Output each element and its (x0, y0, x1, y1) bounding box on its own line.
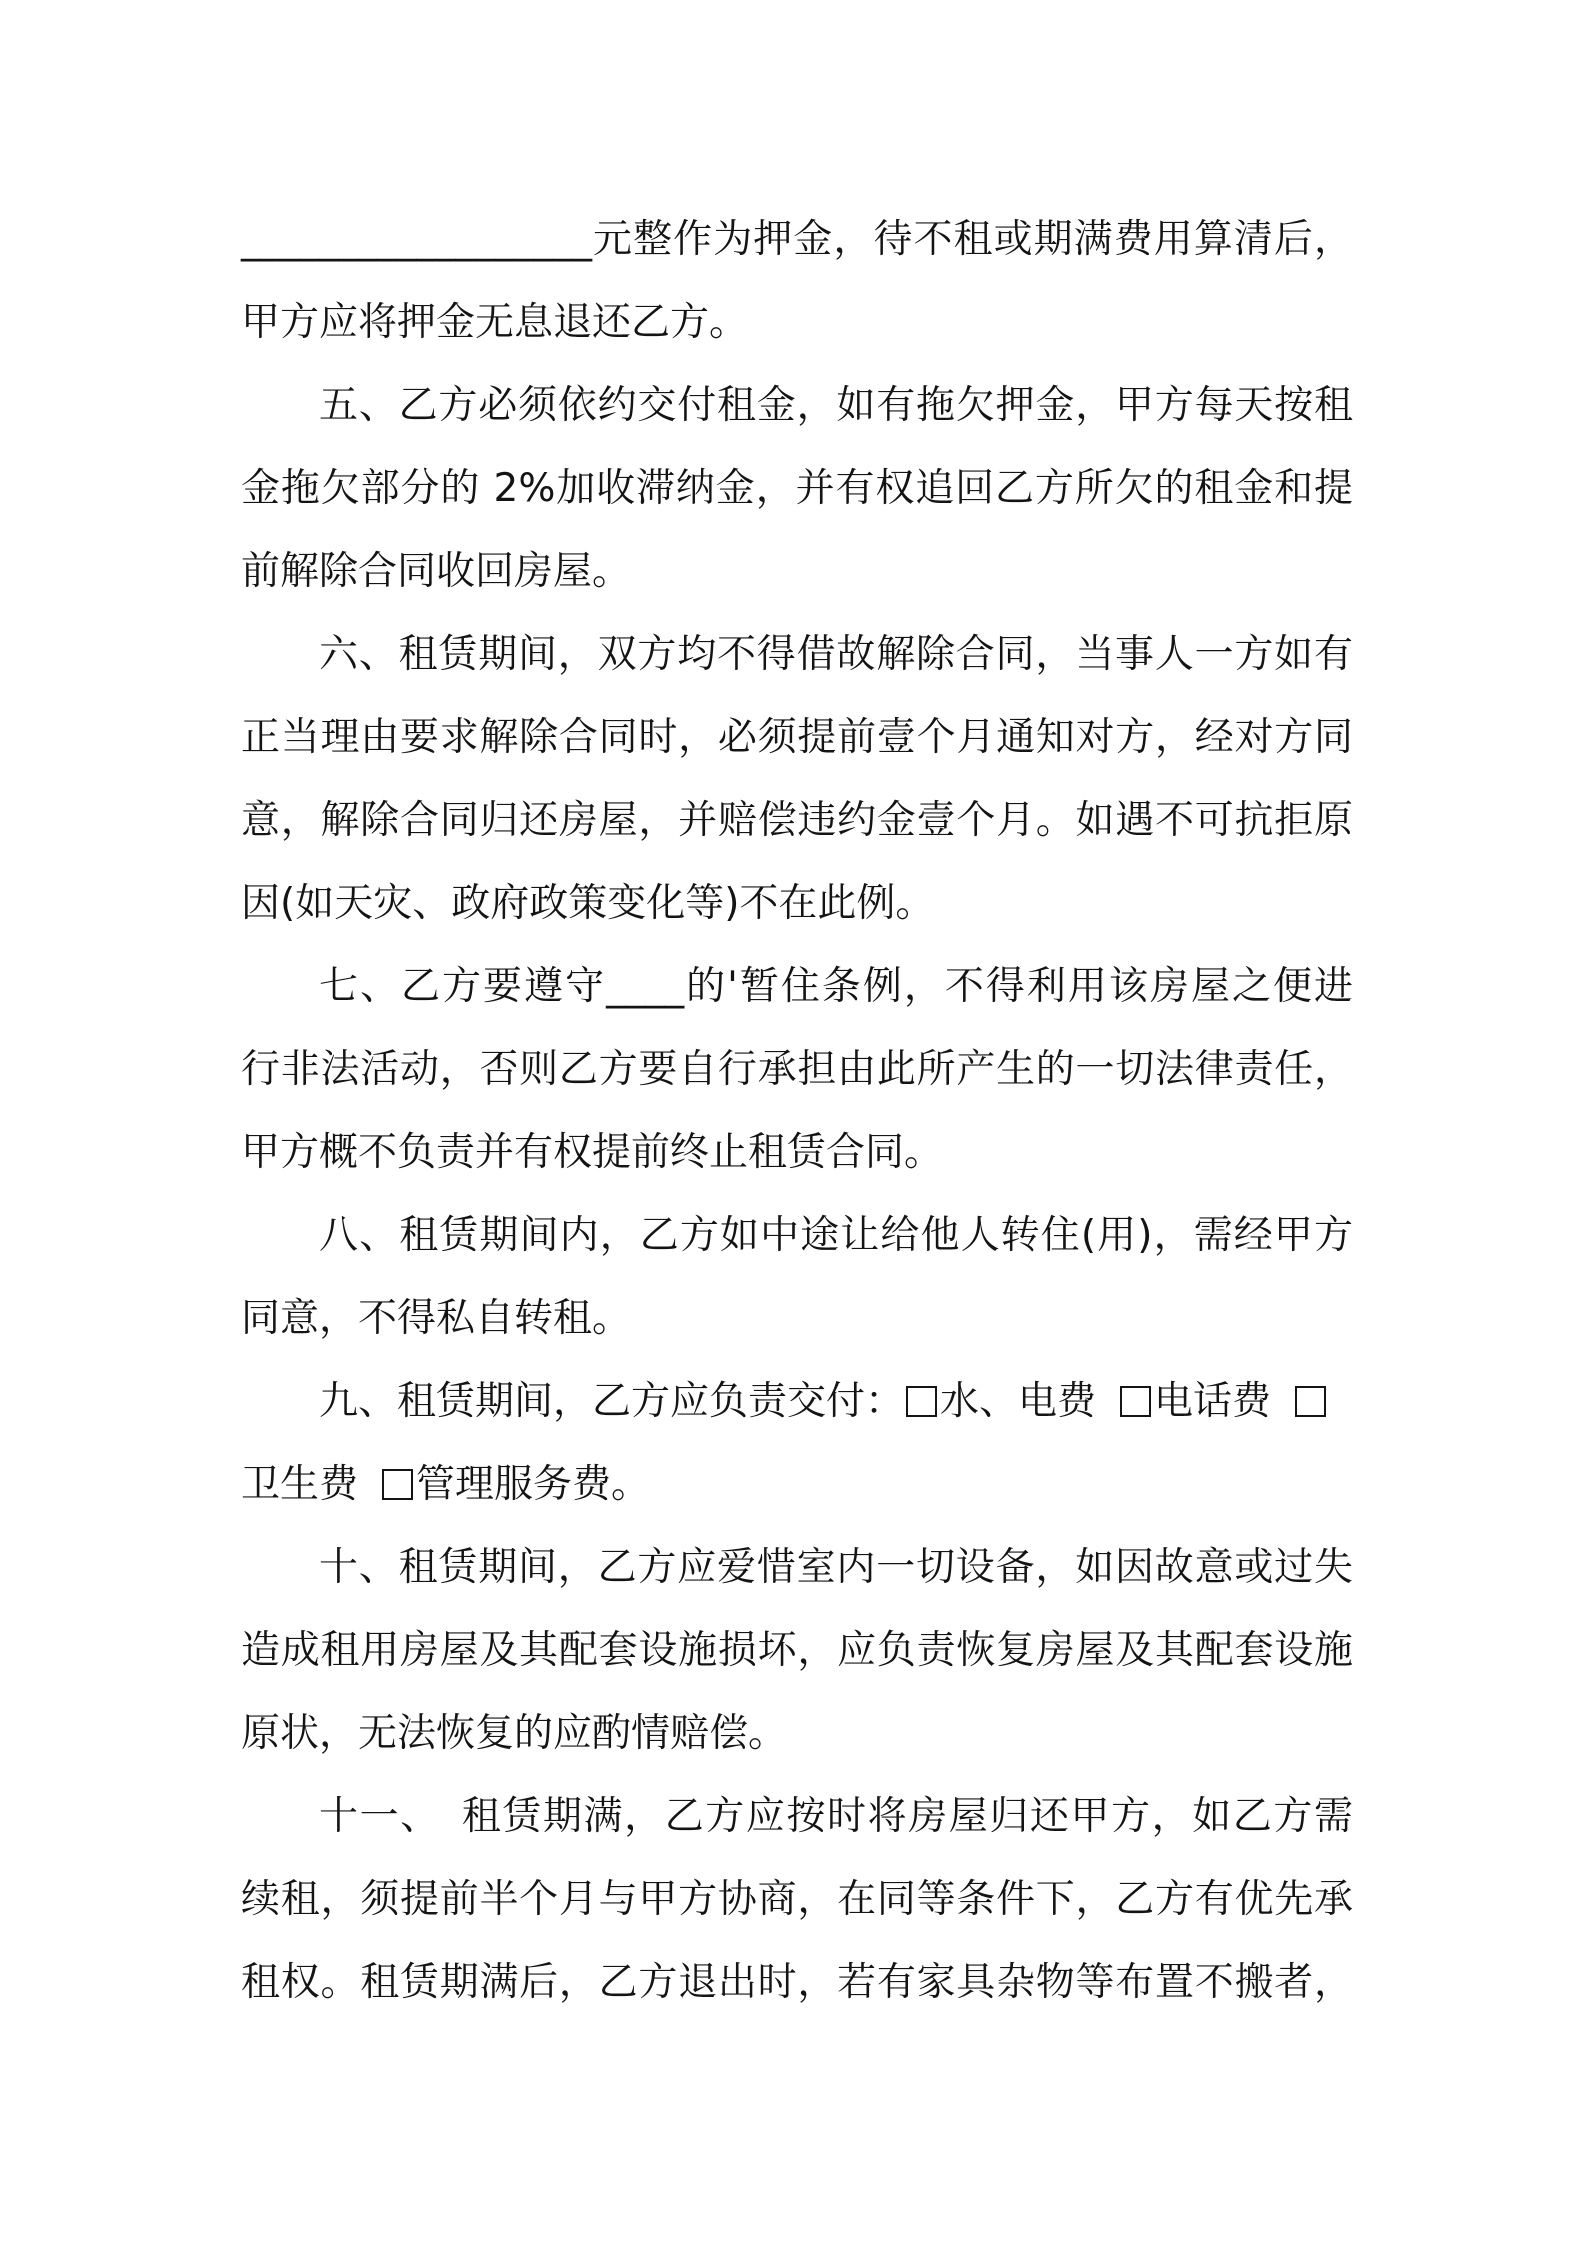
text-line: 同意，不得私自转租。 (241, 1296, 632, 1341)
option-water-electricity: 水、电费 (940, 1379, 1097, 1424)
contract-text (241, 198, 1353, 2024)
text-line: 正当理由要求解除合同时，必须提前壹个月通知对方，经对方同 (241, 715, 1353, 760)
option-management: 管理服务费。 (416, 1462, 651, 1507)
text-line: 行非法活动，否则乙方要自行承担由此所产生的一切法律责任， (241, 1047, 1353, 1092)
checkbox-water-electricity[interactable] (906, 1386, 937, 1417)
clause-9-line (241, 1360, 1353, 1443)
clause-11-line: 十一、 租赁期满，乙方应按时将房屋归还甲方，如乙方需 (319, 1794, 1353, 1839)
deposit-line: __________________元整作为押金，待不租或期满费用算清后， (241, 217, 1353, 262)
text-line: 续租，须提前半个月与甲方协商，在同等条件下，乙方有优先承 (241, 1877, 1353, 1922)
clause-8-line: 八、租赁期间内，乙方如中途让给他人转住(用)，需经甲方 (319, 1213, 1353, 1258)
checkbox-sanitation[interactable] (1295, 1386, 1326, 1417)
clause-6-line: 六、租赁期间，双方均不得借故解除合同，当事人一方如有 (319, 632, 1353, 677)
checkbox-management[interactable] (382, 1469, 413, 1500)
text-line: 造成租用房屋及其配套设施损坏，应负责恢复房屋及其配套设施 (241, 1628, 1353, 1673)
clause-9-line-2 (241, 1443, 1353, 1526)
text-line: 原状，无法恢复的应酌情赔偿。 (241, 1711, 788, 1756)
text-line: 租权。租赁期满后，乙方退出时，若有家具杂物等布置不搬者， (241, 1960, 1353, 2005)
option-sanitation: 卫生费 (241, 1462, 359, 1507)
clause-9-prefix: 九、租赁期间，乙方应负责交付： (319, 1379, 905, 1424)
text-line: 甲方应将押金无息退还乙方。 (241, 300, 749, 345)
clause-10-line: 十、租赁期间，乙方应爱惜室内一切设备，如因故意或过失 (319, 1545, 1353, 1590)
checkbox-telephone[interactable] (1120, 1386, 1151, 1417)
text-line: 金拖欠部分的 2%加收滞纳金，并有权追回乙方所欠的租金和提 (241, 466, 1353, 511)
text-line: 因(如天灾、政府政策变化等)不在此例。 (241, 881, 935, 926)
text-line: 前解除合同收回房屋。 (241, 549, 632, 594)
clause-5-line: 五、乙方必须依约交付租金，如有拖欠押金，甲方每天按租 (319, 383, 1353, 428)
text-line: 意，解除合同归还房屋，并赔偿违约金壹个月。如遇不可抗拒原 (241, 798, 1353, 843)
option-telephone: 电话费 (1154, 1379, 1272, 1424)
clause-7-line: 七、乙方要遵守____的'暂住条例，不得利用该房屋之便进 (319, 964, 1353, 1009)
text-line: 甲方概不负责并有权提前终止租赁合同。 (241, 1130, 944, 1175)
